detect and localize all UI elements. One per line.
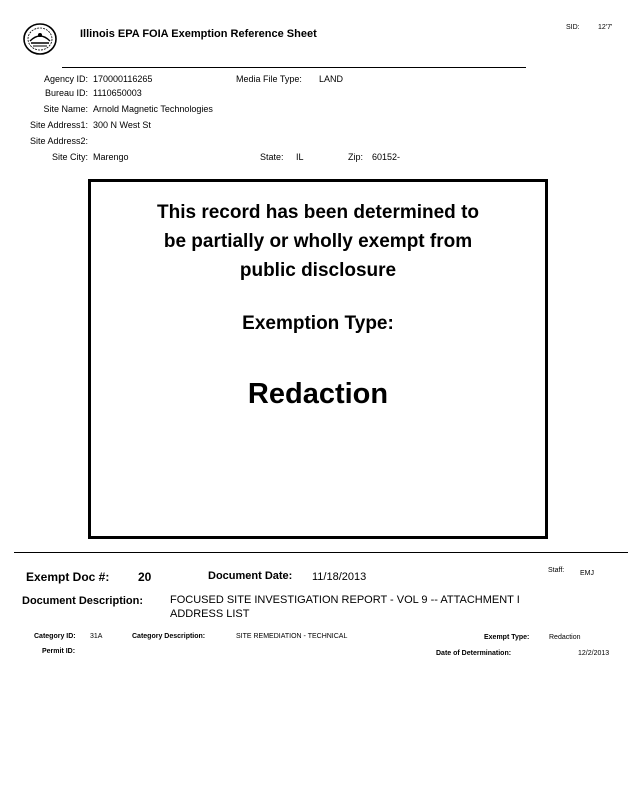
- zip-label: Zip:: [348, 152, 364, 162]
- staff-value: EMJ: [580, 570, 594, 577]
- document-description-label: Document Description:: [22, 595, 144, 607]
- date-of-determination-value: 12/2/2013: [578, 650, 610, 657]
- site-name-value: Arnold Magnetic Technologies: [93, 104, 213, 114]
- exempt-type-label: Exempt Type:: [484, 634, 530, 641]
- permit-id-label: Permit ID:: [42, 648, 76, 655]
- staff-label: Staff:: [548, 567, 565, 574]
- state-label: State:: [260, 152, 284, 162]
- site-city-label: Site City:: [51, 152, 88, 162]
- sid-label: SID:: [566, 24, 580, 31]
- exemption-notice-box: [88, 179, 548, 539]
- category-description-value: SITE REMEDIATION - TECHNICAL: [236, 633, 348, 640]
- exemption-type-value: Redaction: [247, 378, 389, 410]
- exemption-type-label: Exemption Type:: [242, 313, 394, 334]
- notice-line-1: This record has been determined to: [156, 202, 480, 223]
- exemption-notice-message: [91, 198, 545, 285]
- state-value: IL: [296, 152, 304, 162]
- site-address2-label: Site Address2:: [29, 136, 88, 146]
- media-file-type-value: LAND: [319, 74, 344, 84]
- category-id-label: Category ID:: [34, 633, 76, 640]
- notice-line-3: public disclosure: [239, 260, 397, 281]
- document-date-value: 11/18/2013: [312, 571, 367, 583]
- site-address1-value: 300 N West St: [93, 120, 151, 130]
- exempt-type-value: Redaction: [549, 634, 581, 641]
- sid-value: 12'7': [598, 24, 613, 31]
- site-address1-label: Site Address1:: [29, 120, 88, 130]
- illinois-epa-seal-logo: [22, 22, 58, 56]
- zip-value: 60152-: [372, 152, 401, 162]
- notice-line-2: be partially or wholly exempt from: [163, 231, 473, 252]
- document-description-line-2: ADDRESS LIST: [170, 608, 250, 620]
- document-description-line-1: FOCUSED SITE INVESTIGATION REPORT - VOL 9 -- ATTACHMENT I: [170, 594, 520, 606]
- exempt-doc-label: Exempt Doc #:: [26, 570, 110, 584]
- media-file-type-label: Media File Type:: [236, 74, 302, 84]
- document-section-divider: [14, 552, 628, 553]
- category-description-label: Category Description:: [132, 633, 206, 640]
- bureau-id-label: Bureau ID:: [44, 88, 88, 98]
- header-divider: [62, 67, 526, 68]
- bureau-id-value: 1110650003: [93, 88, 142, 98]
- agency-id-label: Agency ID:: [43, 74, 88, 84]
- agency-id-value: 170000116265: [93, 74, 153, 84]
- exempt-doc-value: 20: [138, 570, 152, 584]
- page-title: Illinois EPA FOIA Exemption Reference Sheet: [80, 28, 317, 40]
- date-of-determination-label: Date of Determination:: [436, 650, 512, 657]
- category-id-value: 31A: [90, 633, 103, 640]
- site-name-label: Site Name:: [43, 104, 88, 114]
- document-date-label: Document Date:: [208, 570, 293, 582]
- site-city-value: Marengo: [93, 152, 129, 162]
